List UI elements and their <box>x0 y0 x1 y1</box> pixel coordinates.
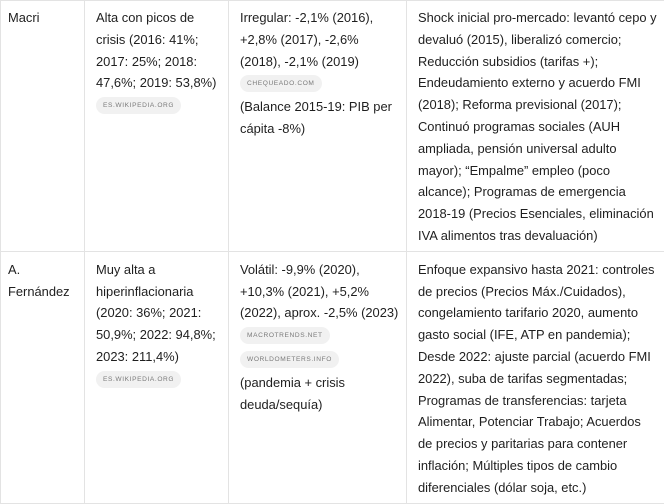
source-chip[interactable]: ES.WIKIPEDIA.ORG <box>96 371 181 388</box>
gdp-cell <box>229 251 407 503</box>
president-name: Macri <box>8 10 40 25</box>
gdp-note: (pandemia + crisis deuda/sequía) <box>240 375 345 412</box>
source-chip[interactable]: CHEQUEADO.COM <box>240 75 322 92</box>
inflation-text: Alta con picos de crisis (2016: 41%; 2017: 25%; 2018: 47,6%; 2019: 53,8%) <box>96 7 222 94</box>
inflation-text: Muy alta a hiperinflacionaria (2020: 36%; 2021: 50,9%; 2022: 94,8%; 2023: 211,4%) <box>96 259 222 368</box>
table-row <box>1 251 664 503</box>
policies-text: Shock inicial pro-mercado: levantó cepo y devaluó (2015), liberalizó comercio; Reducción subsidios (tarifas +); Endeudamiento externo y acuerdo FMI (2018); Reforma previsional (2017); Continuó programas sociales (AUH ampliada, pensión universal adulto mayor); “Empalme” empleo (poco alcance); Programas de emergencia 2018-19 (Precios Esenciales, eliminación IVA alimentos tras devaluación) <box>418 10 657 243</box>
source-chip[interactable]: MACROTRENDS.NET <box>240 327 330 344</box>
president-cell <box>1 1 85 252</box>
inflation-cell <box>85 1 229 252</box>
policies-cell <box>407 1 664 252</box>
gdp-text: Irregular: -2,1% (2016), +2,8% (2017), -2,6% (2018), -2,1% (2019) <box>240 10 373 69</box>
source-chip[interactable]: ES.WIKIPEDIA.ORG <box>96 97 181 114</box>
gdp-text: Volátil: -9,9% (2020), +10,3% (2021), +5,2% (2022), aprox. -2,5% (2023) <box>240 259 400 324</box>
policies-text: Enfoque expansivo hasta 2021: controles de precios (Precios Máx./Cuidados), congelamiento tarifario 2020, aumento gasto social (IFE, ATP en pandemia); Desde 2022: ajuste parcial (acuerdo FMI 2022), suba de tarifas segmentadas; Programas de transferencias: tarjeta Alimentar, Potenciar Trabajo; Acuerdos de precios y paritarias para contener inflación; Múltiples tipos de cambio diferenciales (dólar soja, etc.) <box>418 262 655 495</box>
inflation-cell <box>85 251 229 503</box>
gdp-cell <box>229 1 407 252</box>
source-chip[interactable]: WORLDOMETERS.INFO <box>240 351 339 368</box>
gdp-note: (Balance 2015-19: PIB per cápita -8%) <box>240 96 400 140</box>
president-name: A. Fernández <box>8 262 70 299</box>
president-cell <box>1 251 85 503</box>
policies-cell <box>407 251 664 503</box>
table-row <box>1 1 664 252</box>
